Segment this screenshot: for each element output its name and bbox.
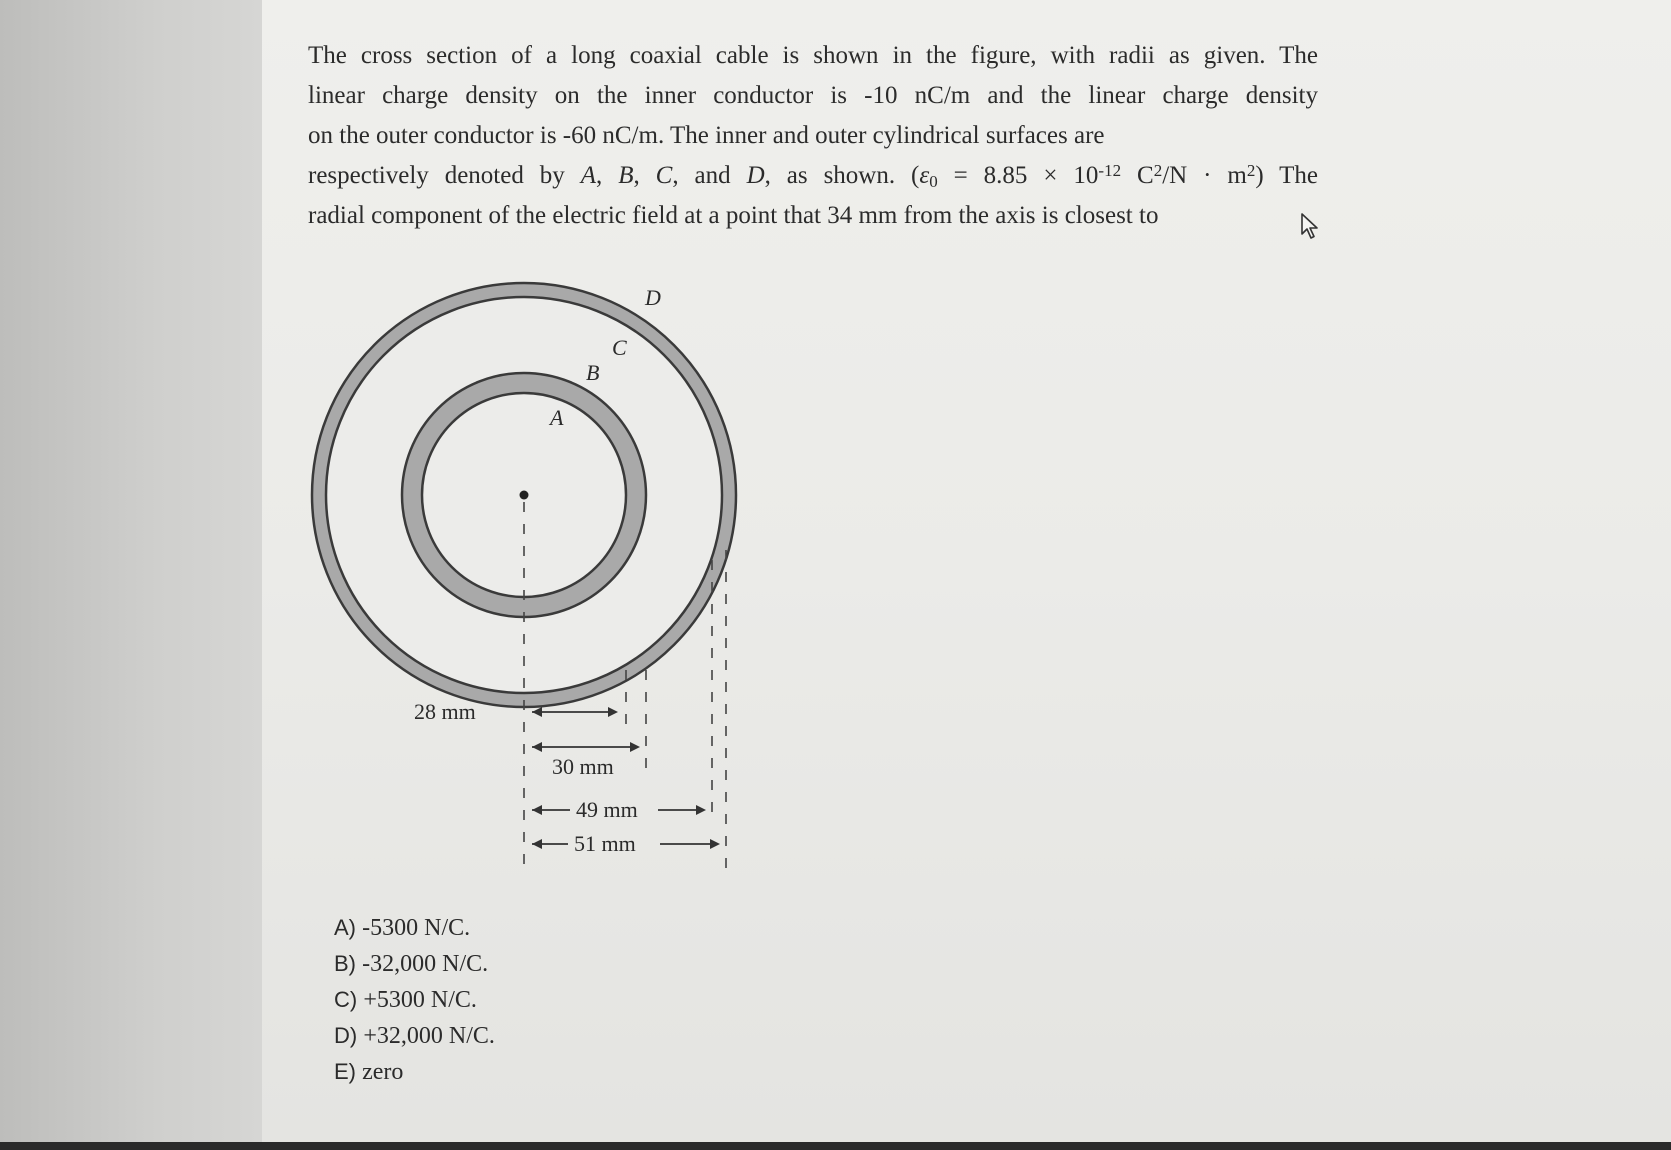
surface-label-d: D [645, 285, 661, 310]
answer-choices [334, 910, 495, 1090]
question-line-3: on the outer conductor is -60 nC/m. The inner and outer cylindrical surfaces are [308, 122, 1105, 149]
dimension-label-49mm: 49 mm [576, 797, 638, 822]
question-text [308, 36, 1318, 236]
question-line-1: The cross section of a long coaxial cable is shown in the figure, with radii as given. The [308, 42, 1318, 69]
choice-c[interactable]: C) +5300 N/C. [334, 987, 477, 1013]
surface-label-c: C [612, 335, 627, 360]
surface-label-a: A [550, 405, 564, 430]
choice-d[interactable]: D) +32,000 N/C. [334, 1023, 495, 1049]
question-line-5: radial component of the electric field at a point that 34 mm from the axis is closest to [308, 202, 1159, 229]
dimension-label-51mm: 51 mm [574, 831, 636, 856]
left-margin [0, 0, 262, 1150]
axis-center-dot [520, 491, 529, 500]
surface-label-b: B [586, 360, 600, 385]
choice-e[interactable]: E) zero [334, 1059, 404, 1085]
coaxial-cable-figure [300, 270, 760, 890]
dimension-label-30mm: 30 mm [552, 754, 614, 779]
dimension-label-28mm: 28 mm [414, 699, 476, 724]
question-line-2: linear charge density on the inner conductor is -10 nC/m and the linear charge density [308, 82, 1318, 109]
choice-a[interactable]: A) -5300 N/C. [334, 915, 471, 941]
choice-b[interactable]: B) -32,000 N/C. [334, 951, 489, 977]
mouse-pointer-icon [1300, 212, 1322, 240]
bottom-edge [0, 1142, 1671, 1150]
question-line-4: respectively denoted by A, B, C, and D, as shown. ($\varepsilon_0 = 8.85 \times 10^{-12}$ $C^2/N \cdot m^2$) The [308, 161, 1319, 191]
